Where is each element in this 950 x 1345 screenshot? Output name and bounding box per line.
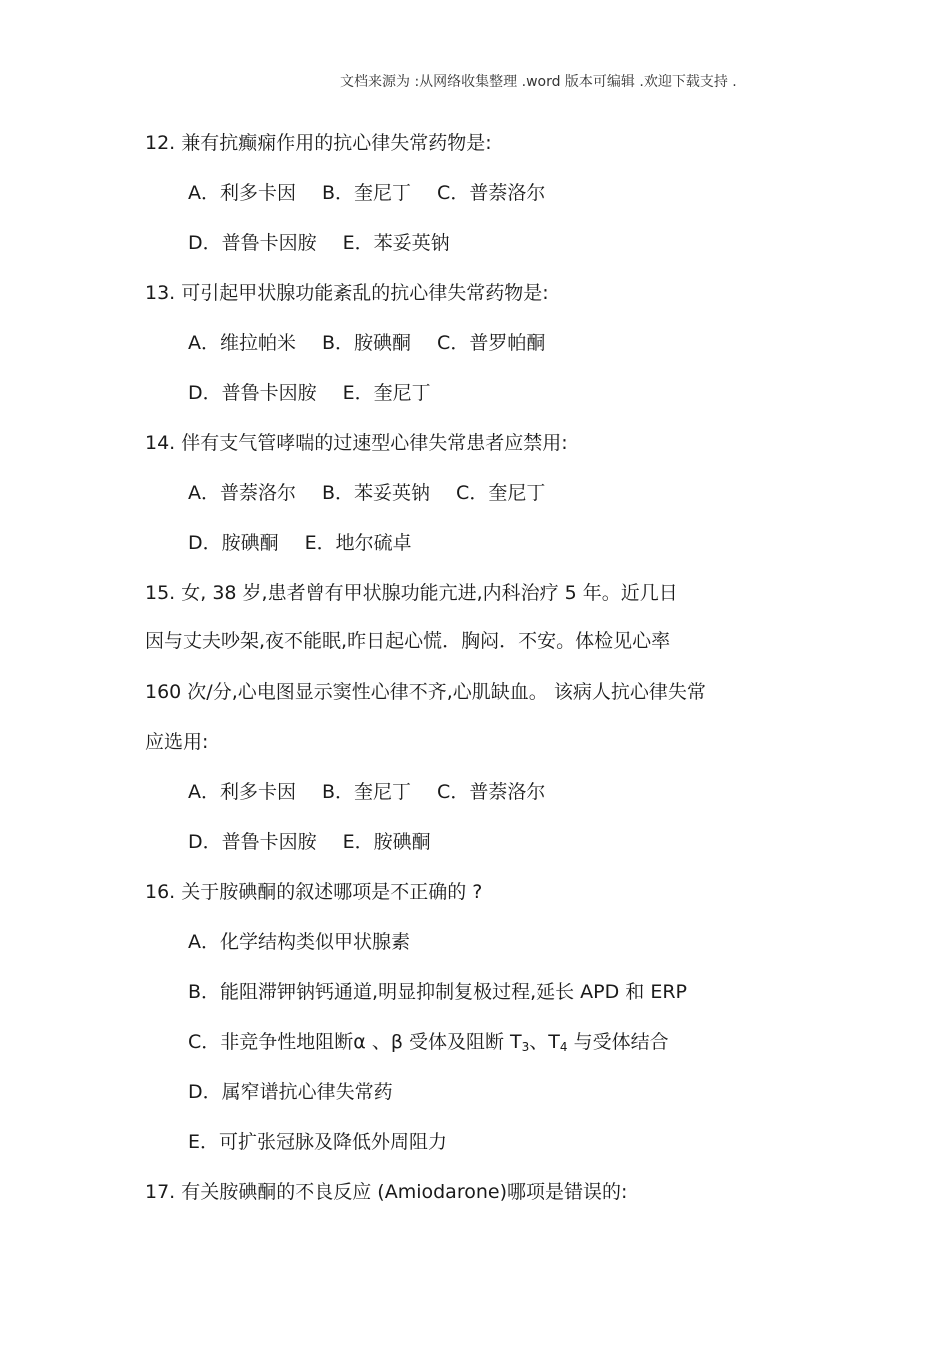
option-e: E．地尔硫卓 xyxy=(304,532,412,554)
question-13-stem: 13. 可引起甲状腺功能紊乱的抗心律失常药物是: xyxy=(145,282,549,304)
option-e: E．苯妥英钠 xyxy=(342,232,450,254)
question-13-options-row-2 xyxy=(188,381,431,405)
option-d: D．胺碘酮 xyxy=(188,532,279,554)
option-c-text-after: 与受体结合 xyxy=(567,1031,669,1053)
option-a: A．维拉帕米 xyxy=(188,332,296,354)
option-b: B．胺碘酮 xyxy=(322,332,412,354)
question-12-options-row-2 xyxy=(188,231,450,255)
question-14-options-row-2 xyxy=(188,531,412,555)
question-14-options-row-1 xyxy=(188,481,545,505)
question-12-stem: 12. 兼有抗癫痫作用的抗心律失常药物是: xyxy=(145,132,492,154)
question-15-stem-line-3: 160 次/分,心电图显示窦性心律不齐,心肌缺血。 该病人抗心律失常 xyxy=(145,681,706,703)
option-c-text-mid: 、T xyxy=(529,1031,560,1053)
question-14-stem: 14. 伴有支气管哮喘的过速型心律失常患者应禁用: xyxy=(145,432,568,454)
question-13-options-row-1 xyxy=(188,331,545,355)
option-c: C．普萘洛尔 xyxy=(437,182,546,204)
question-17-stem: 17. 有关胺碘酮的不良反应 (Amiodarone)哪项是错误的: xyxy=(145,1181,628,1203)
page-header: 文档来源为 :从网络收集整理 .word 版本可编辑 .欢迎下载支持 . xyxy=(340,74,737,90)
option-c: C．奎尼丁 xyxy=(456,482,546,504)
option-a: A．利多卡因 xyxy=(188,182,296,204)
question-12-options-row-1 xyxy=(188,181,545,205)
question-16-option-b: B．能阻滞钾钠钙通道,明显抑制复极过程,延长 APD 和 ERP xyxy=(188,981,687,1003)
option-e: E．奎尼丁 xyxy=(342,382,431,404)
question-16-stem: 16. 关于胺碘酮的叙述哪项是不正确的 ? xyxy=(145,881,483,903)
subscript-4: 4 xyxy=(559,1040,568,1054)
question-15-stem-line-1: 15. 女, 38 岁,患者曾有甲状腺功能亢进,内科治疗 5 年。近几日 xyxy=(145,582,678,604)
question-16-option-d: D．属窄谱抗心律失常药 xyxy=(188,1081,393,1103)
option-a: A．利多卡因 xyxy=(188,781,296,803)
subscript-3: 3 xyxy=(521,1040,530,1054)
question-15-options-row-2 xyxy=(188,830,431,854)
option-e: E．胺碘酮 xyxy=(342,831,431,853)
question-15-stem-line-2: 因与丈夫吵架,夜不能眠,昨日起心慌．胸闷．不安。体检见心率 xyxy=(145,630,671,652)
question-15-options-row-1 xyxy=(188,780,545,804)
option-b: B．苯妥英钠 xyxy=(322,482,431,504)
option-d: D．普鲁卡因胺 xyxy=(188,831,317,853)
question-16-option-a: A．化学结构类似甲状腺素 xyxy=(188,931,410,953)
option-b: B．奎尼丁 xyxy=(322,182,412,204)
option-a: A．普萘洛尔 xyxy=(188,482,296,504)
option-b: B．奎尼丁 xyxy=(322,781,412,803)
question-16-option-e: E．可扩张冠脉及降低外周阻力 xyxy=(188,1131,448,1153)
option-c-text-before: C．非竞争性地阻断α 、β 受体及阻断 T xyxy=(188,1031,522,1053)
option-d: D．普鲁卡因胺 xyxy=(188,382,317,404)
option-d: D．普鲁卡因胺 xyxy=(188,232,317,254)
option-c: C．普罗帕酮 xyxy=(437,332,546,354)
question-15-stem-line-4: 应选用: xyxy=(145,731,209,753)
question-16-option-c xyxy=(188,1030,669,1059)
option-c: C．普萘洛尔 xyxy=(437,781,546,803)
